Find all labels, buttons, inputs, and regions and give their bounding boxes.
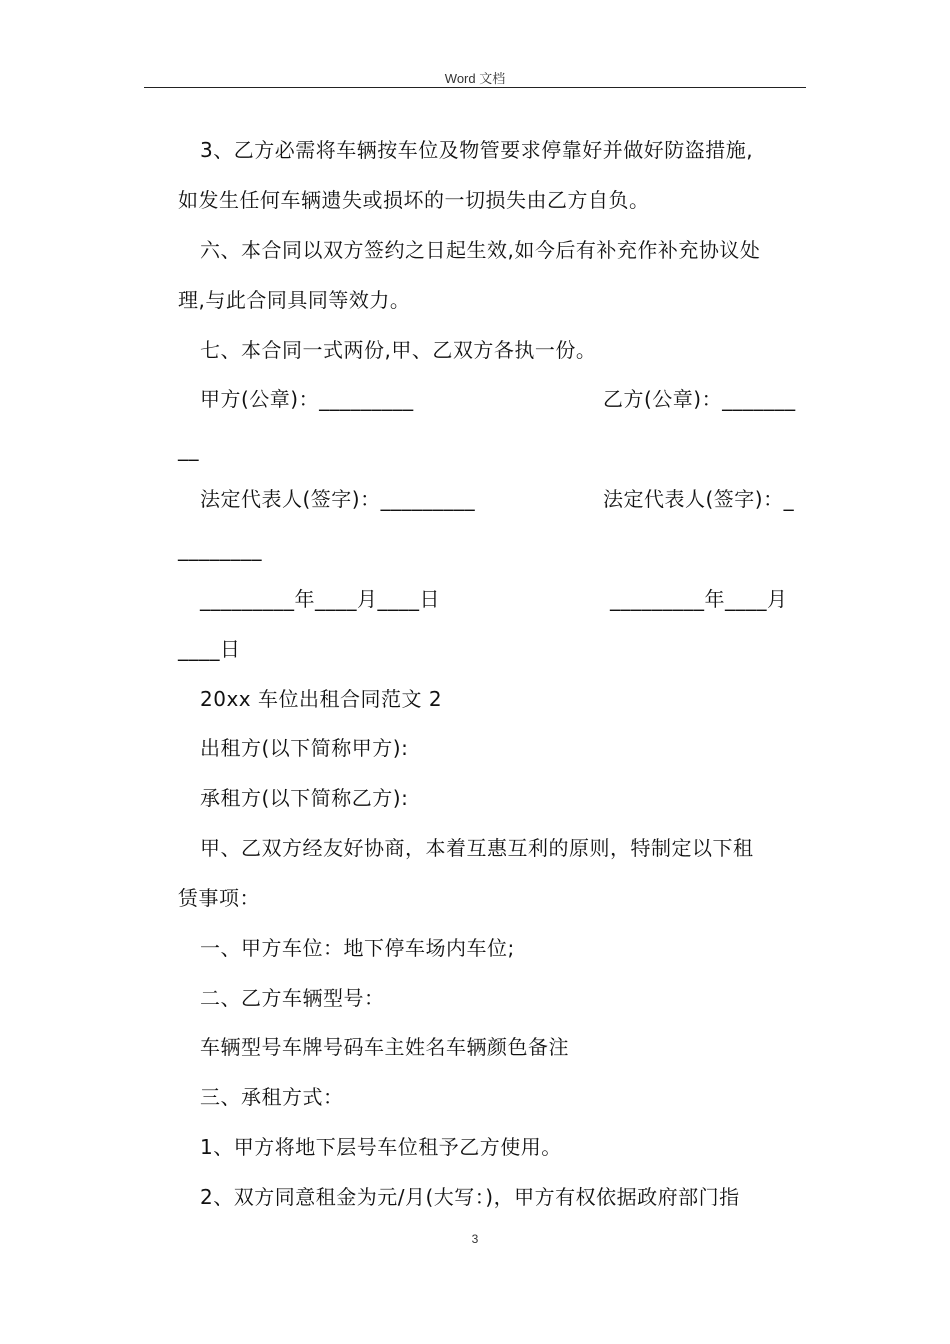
paragraph-line: 出租方(以下简称甲方): [200,736,409,760]
paragraph-line: 六、本合同以双方签约之日起生效,如今后有补充作补充协议处 [200,238,761,262]
signature-line-continuation: __ [178,437,199,461]
paragraph-line: 1、甲方将地下层号车位租予乙方使用。 [200,1135,562,1159]
paragraph-line: 七、本合同一式两份,甲、乙双方各执一份。 [200,338,597,362]
paragraph-line: 理,与此合同具同等效力。 [178,288,411,312]
paragraph-line: 如发生任何车辆遗失或损坏的一切损失由乙方自负。 [178,188,650,212]
paragraph-line: 3、乙方必需将车辆按车位及物管要求停靠好并做好防盗措施, [200,138,754,162]
party-a-date-field: _________年____月____日 [200,587,440,611]
date-line-continuation: ____日 [178,637,241,661]
paragraph-line: 甲、乙双方经友好协商，本着互惠互利的原则，特制定以下租 [200,836,754,860]
party-a-representative-field: 法定代表人(签字)：_________ [200,487,476,511]
party-a-seal-field: 甲方(公章)：_________ [200,387,414,411]
party-b-representative-field: 法定代表人(签字)：_ [603,487,795,511]
signature-line-continuation: ________ [178,537,262,561]
paragraph-line: 二、乙方车辆型号： [200,986,385,1010]
paragraph-line: 车辆型号车牌号码车主姓名车辆颜色备注 [200,1035,569,1059]
paragraph-line: 2、双方同意租金为元/月(大写：)，甲方有权依据政府部门指 [200,1185,740,1209]
page-number: 3 [471,1232,479,1246]
section-heading: 20xx 车位出租合同范文 2 [200,687,443,711]
paragraph-line: 承租方(以下简称乙方): [200,786,409,810]
paragraph-line: 一、甲方车位：地下停车场内车位; [200,936,515,960]
paragraph-line: 赁事项： [178,886,260,910]
header-title: Word 文档 [444,71,506,86]
party-b-date-field: _________年____月 [610,587,788,611]
paragraph-line: 三、承租方式： [200,1085,344,1109]
header-divider [144,87,806,88]
party-b-seal-field: 乙方(公章)：_______ [603,387,796,411]
